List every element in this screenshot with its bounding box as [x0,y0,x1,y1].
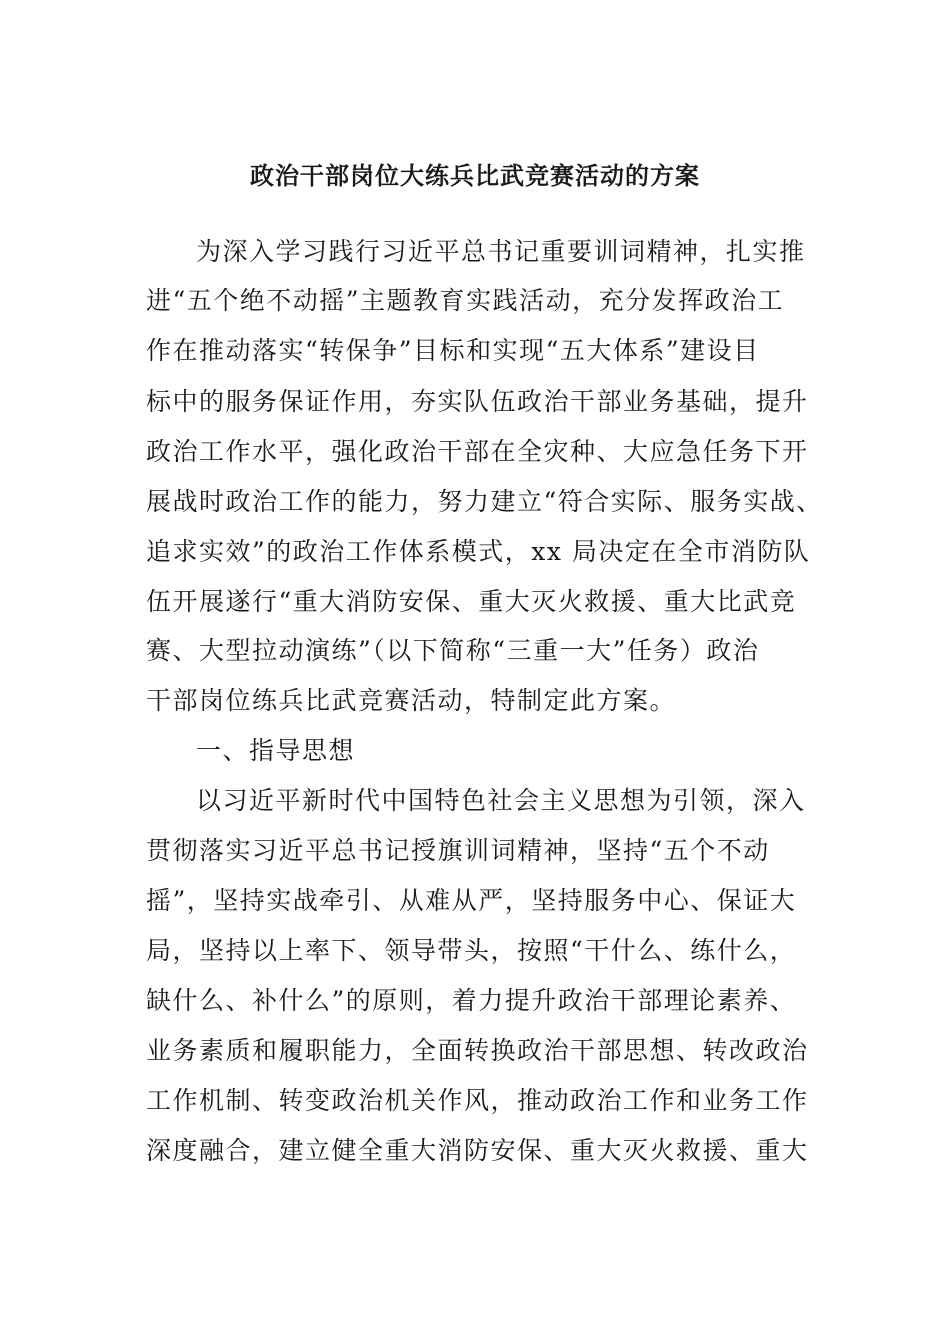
document-title: 政治干部岗位大练兵比武竞赛活动的方案 [250,161,700,190]
paragraph-line: 局，坚持以上率下、领导带头，按照“干什么、练什么， [146,936,797,965]
paragraph-line: 作在推动落实“转保争”目标和实现“五大体系”建设目 [146,336,760,365]
paragraph-line: 追求实效”的政治工作体系模式，xx 局决定在全市消防队 [146,537,811,566]
paragraph-line: 干部岗位练兵比武竞赛活动，特制定此方案。 [146,686,677,715]
paragraph-line: 缺什么、补什么”的原则，着力提升政治干部理论素养、 [146,986,797,1015]
paragraph-line: 政治工作水平，强化政治干部在全灾种、大应急任务下开 [146,437,809,466]
paragraph-line: 进“五个绝不动摇”主题教育实践活动，充分发挥政治工 [146,286,785,315]
paragraph-line: 为深入学习践行习近平总书记重要训词精神，扎实推 [196,237,806,266]
paragraph-line: 贯彻落实习近平总书记授旗训词精神，坚持“五个不动 [146,836,770,865]
paragraph-line: 展战时政治工作的能力，努力建立“符合实际、服务实战、 [146,487,823,516]
paragraph-line: 标中的服务保证作用，夯实队伍政治干部业务基础，提升 [146,387,809,416]
paragraph-line: 深度融合，建立健全重大消防安保、重大灭火救援、重大 [146,1136,809,1165]
paragraph-line: 伍开展遂行“重大消防安保、重大灭火救援、重大比武竞 [146,587,797,616]
paragraph-line: 业务素质和履职能力，全面转换政治干部思想、转改政治 [146,1036,809,1065]
paragraph-line: 工作机制、转变政治机关作风，推动政治工作和业务工作 [146,1086,809,1115]
paragraph-line: 赛、大型拉动演练”（以下简称“三重一大”任务）政治 [146,636,760,665]
paragraph-line: 摇”，坚持实战牵引、从难从严，坚持服务中心、保证大 [146,886,797,915]
section-heading: 一、指导思想 [196,736,356,765]
paragraph-line: 以习近平新时代中国特色社会主义思想为引领，深入 [196,786,806,815]
